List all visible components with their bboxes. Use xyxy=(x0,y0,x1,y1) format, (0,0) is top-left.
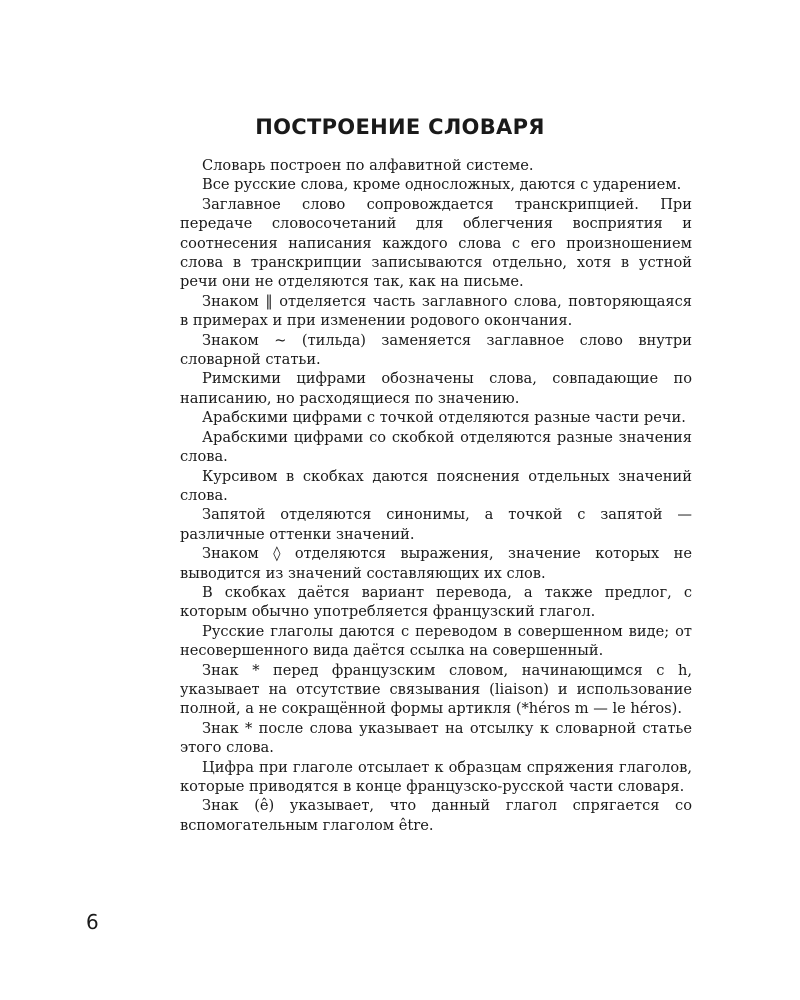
paragraph-asterisk-after: Знак * после слова указывает на отсылку к словарной статье этого слова. xyxy=(180,719,692,757)
paragraph-russian-verbs: Русские глаголы даются с переводом в совершенном виде; от несовершенного вида даётся ссылка на совершенный. xyxy=(180,622,692,660)
paragraph-comma-semicolon: Запятой отделяются синонимы, а точкой с запятой — различные оттенки значений. xyxy=(180,506,692,543)
paragraph-arabic-dot: Арабскими цифрами с точкой отделяются разные части речи. xyxy=(202,409,686,427)
paragraph-transcription: Заглавное слово сопровождается транскрипцией. При передаче словосочетаний для облегчения восприятия и соотнесения написания каждого слова с его произношением слова в транскрипции записываются отдельно, хотя в устной речи они не отделяются так, как на письме. xyxy=(180,195,692,291)
paragraph-asterisk-before: Знак * перед французским словом, начинающимся с h, указывает на отсутствие связывания (liaison) и использование полной, а не сокращённой формы артикля (*héros m — le héros). xyxy=(180,661,692,718)
paragraph-roman-numerals: Римскими цифрами обозначены слова, совпадающие по написанию, но расходящиеся по значению. xyxy=(180,370,692,407)
page-number: 6 xyxy=(86,910,99,934)
body-text xyxy=(180,156,692,835)
paragraph-stress: Все русские слова, кроме односложных, даются с ударением. xyxy=(202,176,682,194)
paragraph-diamond-sign: Знаком ◊ отделяются выражения, значение которых не выводится из значений составляющих их слов. xyxy=(180,545,692,582)
paragraph-double-bar-sign: Знаком ‖ отделяется часть заглавного слова, повторяющаяся в примерах и при изменении родового окончания. xyxy=(180,292,692,330)
paragraph-tilde-sign: Знаком ~ (тильда) заменяется заглавное слово внутри словарной статьи. xyxy=(180,331,692,369)
paragraph-verb-digit: Цифра при глаголе отсылает к образцам спряжения глаголов, которые приводятся в конце французско-русской части словаря. xyxy=(180,758,692,795)
paragraph-arabic-bracket: Арабскими цифрами со скобкой отделяются разные значения слова. xyxy=(180,428,692,466)
paragraph-italics: Курсивом в скобках даются пояснения отдельных значений слова. xyxy=(180,467,692,504)
paragraph-etre-sign: Знак (ê) указывает, что данный глагол спрягается со вспомогательным глаголом être. xyxy=(180,797,692,834)
paragraph-alphabetical-system: Словарь построен по алфавитной системе. xyxy=(202,157,534,174)
paragraph-brackets: В скобках даётся вариант перевода, а также предлог, с которым обычно употребляется французский глагол. xyxy=(180,583,692,621)
page-title: ПОСТРОЕНИЕ СЛОВАРЯ xyxy=(255,115,545,139)
